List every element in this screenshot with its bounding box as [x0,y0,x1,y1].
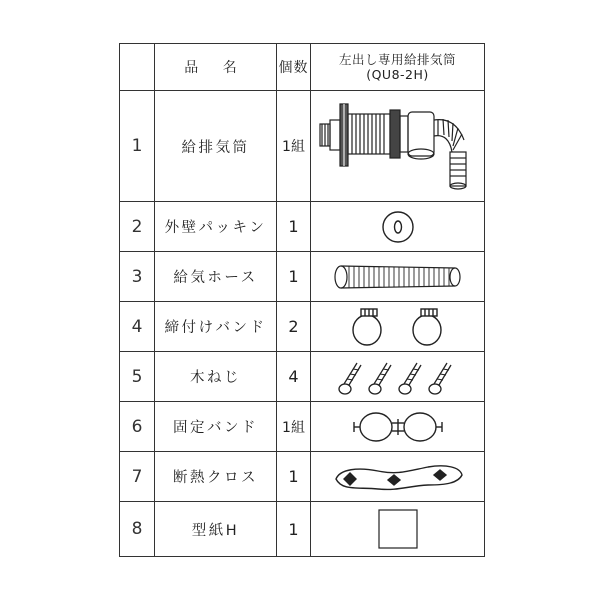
item-quantity: 1 [277,502,311,557]
intake-hose-icon [333,262,463,292]
item-quantity: 2 [277,302,311,352]
wood-screw-icon [333,357,463,397]
table-row [120,452,485,502]
table-row [120,502,485,557]
item-illustration [311,452,485,502]
row-number: 2 [120,202,155,252]
header-product-title: 左出し専用給排気筒 [338,52,456,67]
row-number: 8 [120,502,155,557]
item-illustration [311,91,485,202]
row-number: 5 [120,352,155,402]
header-product-model: (QU8-2H) [366,67,429,82]
item-name: 締付けバンド [155,302,277,352]
item-quantity: 4 [277,352,311,402]
row-number: 7 [120,452,155,502]
row-number: 4 [120,302,155,352]
insulation-cloth-icon [328,459,468,495]
table-row [120,302,485,352]
item-name: 固定バンド [155,402,277,452]
table-row [120,252,485,302]
header-product [311,44,485,91]
row-number: 1 [120,91,155,202]
item-name: 木ねじ [155,352,277,402]
table-row [120,352,485,402]
wall-gasket-icon [378,207,418,247]
header-row [120,44,485,91]
item-quantity: 1 [277,252,311,302]
row-number: 3 [120,252,155,302]
item-illustration [311,302,485,352]
item-name: 給排気筒 [155,91,277,202]
item-name: 給気ホース [155,252,277,302]
item-illustration [311,202,485,252]
table-row [120,202,485,252]
fixing-band-icon [348,409,448,445]
item-illustration [311,402,485,452]
parts-list-table [119,43,485,557]
item-illustration [311,352,485,402]
paper-template-icon [376,507,420,551]
table-row [120,402,485,452]
row-number: 6 [120,402,155,452]
exhaust-pipe-assembly-icon [318,100,478,192]
item-name: 断熱クロス [155,452,277,502]
item-quantity: 1組 [277,91,311,202]
header-item-name: 品 名 [155,44,277,91]
hose-clamp-icon [343,305,453,349]
header-quantity: 個数 [277,44,311,91]
item-illustration [311,252,485,302]
item-quantity: 1 [277,452,311,502]
item-name: 外壁パッキン [155,202,277,252]
item-quantity: 1 [277,202,311,252]
item-quantity: 1組 [277,402,311,452]
header-number [120,44,155,91]
item-illustration [311,502,485,557]
table-row [120,91,485,202]
item-name: 型紙H [155,502,277,557]
